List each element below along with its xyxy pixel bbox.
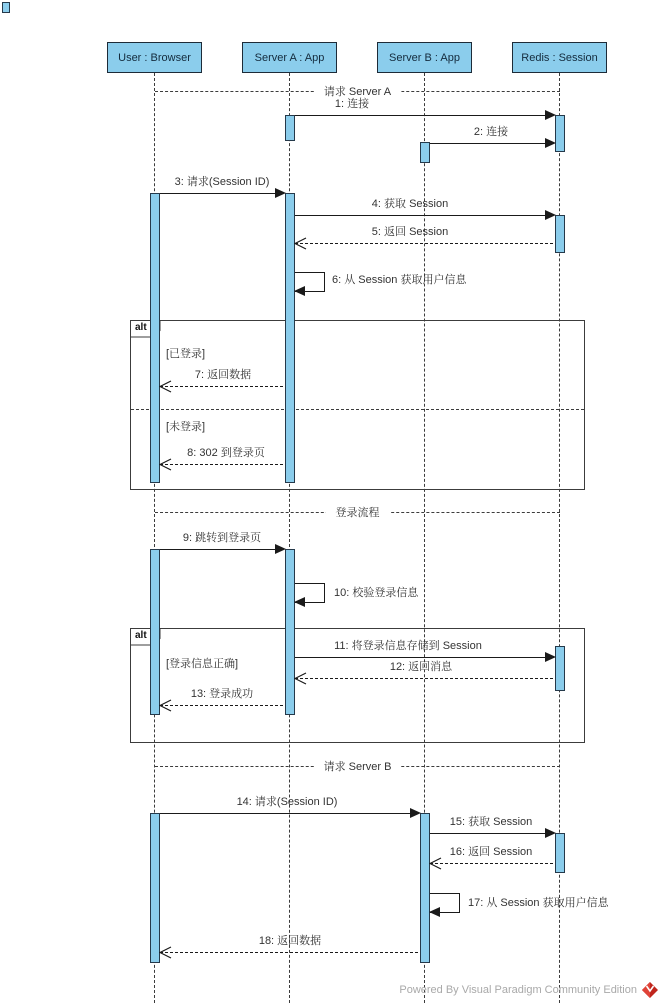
activation-user-3 xyxy=(150,813,160,963)
activation-server-b-2 xyxy=(420,813,430,963)
divider-label: 请求 Server B xyxy=(314,758,402,774)
activation-server-a-3 xyxy=(285,549,295,715)
mini-page-icon xyxy=(2,2,10,13)
lifeline-head-redis: Redis : Session xyxy=(512,42,607,73)
arrowhead-icon xyxy=(275,544,286,554)
activation-server-a-1 xyxy=(285,115,295,141)
open-arrowhead-icon xyxy=(159,699,172,712)
message-11-label: 11: 将登录信息存储到 Session xyxy=(334,640,482,652)
message-6-self-arrow xyxy=(295,272,325,292)
arrowhead-icon xyxy=(294,286,305,296)
message-2-label: 2: 连接 xyxy=(473,126,509,138)
alt-frame-separator xyxy=(131,409,584,410)
divider-label: 请求 Server A xyxy=(314,83,401,99)
message-1-label: 1: 连接 xyxy=(334,98,370,110)
arrowhead-icon xyxy=(545,110,556,120)
open-arrowhead-icon xyxy=(159,380,172,393)
message-6-label: 6: 从 Session 获取用户信息 xyxy=(332,274,467,286)
activation-user-2 xyxy=(150,549,160,715)
message-17-self-arrow xyxy=(430,893,460,913)
message-18-label: 18: 返回数据 xyxy=(258,935,322,947)
arrowhead-icon xyxy=(545,828,556,838)
alt-operator-label: alt xyxy=(130,320,161,338)
open-arrowhead-icon xyxy=(429,857,442,870)
arrowhead-icon xyxy=(545,138,556,148)
message-4-label: 4: 获取 Session xyxy=(371,198,449,210)
arrowhead-icon xyxy=(429,907,440,917)
message-10-self-arrow xyxy=(295,583,325,603)
alt-operator-label: alt xyxy=(130,628,161,646)
message-8-label: 8: 302 到登录页 xyxy=(187,447,265,459)
open-arrowhead-icon xyxy=(159,946,172,959)
powered-by-footer xyxy=(399,982,658,998)
arrowhead-icon xyxy=(545,652,556,662)
message-13-label: 13: 登录成功 xyxy=(190,688,254,700)
message-3-label: 3: 请求(Session ID) xyxy=(174,176,270,188)
lifeline-head-user-browser: User : Browser xyxy=(107,42,202,73)
arrowhead-icon xyxy=(294,597,305,607)
activation-redis-2 xyxy=(555,215,565,253)
message-10-label: 10: 校验登录信息 xyxy=(334,587,419,599)
guard-login-info-correct: [登录信息正确] xyxy=(166,658,239,670)
guard-logged-in: [已登录] xyxy=(166,348,206,360)
open-arrowhead-icon xyxy=(294,237,307,250)
message-5-label: 5: 返回 Session xyxy=(371,226,449,238)
powered-by-text: Powered By Visual Paradigm Community Edition xyxy=(399,984,637,996)
activation-user-1 xyxy=(150,193,160,483)
lifeline-head-server-b: Server B : App xyxy=(377,42,472,73)
arrowhead-icon xyxy=(410,808,421,818)
message-14-label: 14: 请求(Session ID) xyxy=(236,796,338,808)
message-12-label: 12: 返回消息 xyxy=(389,661,453,673)
message-7-label: 7: 返回数据 xyxy=(194,369,252,381)
arrowhead-icon xyxy=(545,210,556,220)
lifeline-head-server-a: Server A : App xyxy=(242,42,337,73)
open-arrowhead-icon xyxy=(294,672,307,685)
activation-redis-1 xyxy=(555,115,565,152)
activation-redis-4 xyxy=(555,833,565,873)
arrowhead-icon xyxy=(275,188,286,198)
open-arrowhead-icon xyxy=(159,458,172,471)
message-16-label: 16: 返回 Session xyxy=(449,846,533,858)
message-15-label: 15: 获取 Session xyxy=(449,816,533,828)
visual-paradigm-logo-icon xyxy=(642,982,658,998)
activation-redis-3 xyxy=(555,646,565,691)
message-9-label: 9: 跳转到登录页 xyxy=(182,532,262,544)
activation-server-b-1 xyxy=(420,142,430,163)
divider-label: 登录流程 xyxy=(326,504,390,520)
guard-not-logged-in: [未登录] xyxy=(166,421,206,433)
message-17-label: 17: 从 Session 获取用户信息 xyxy=(468,897,609,909)
